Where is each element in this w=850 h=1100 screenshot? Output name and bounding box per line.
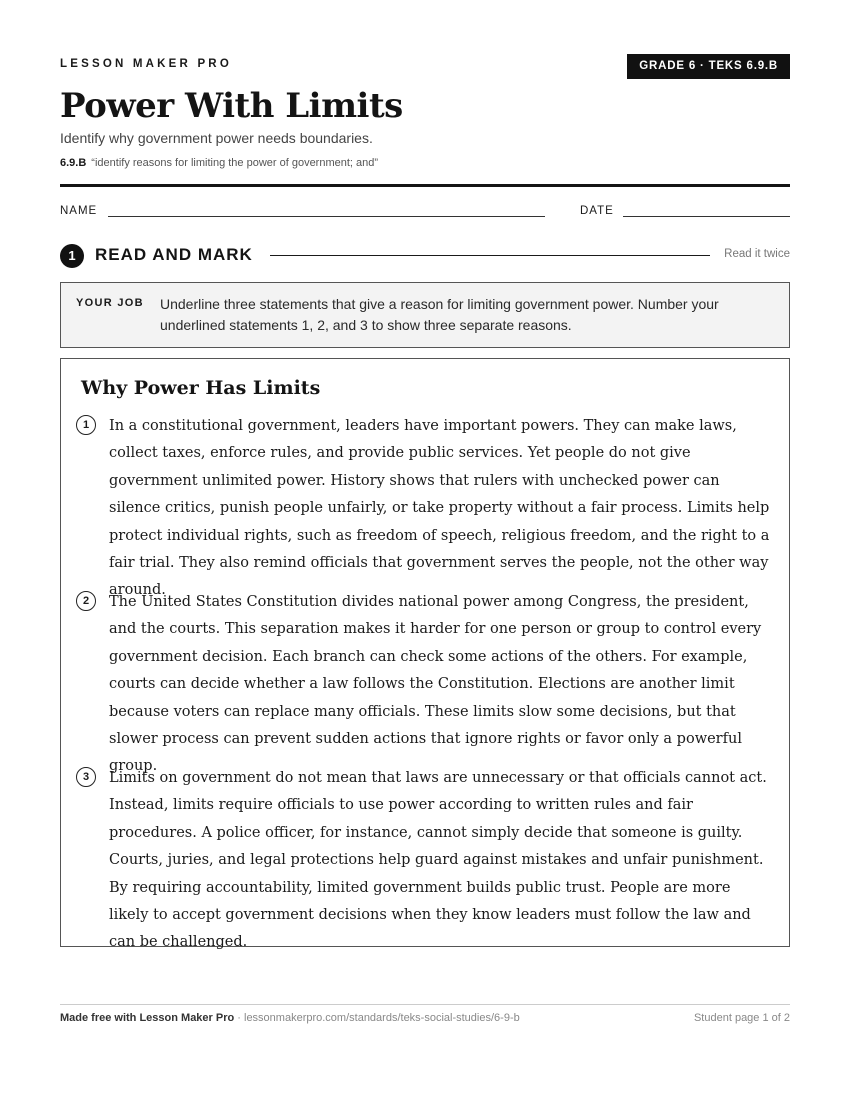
footer-credit <box>60 1012 520 1024</box>
reading-box <box>60 358 790 951</box>
paragraph-1[interactable]: In a constitutional government, leaders have important powers. They can make laws, collect taxes, enforce rules, and provide public services. Yet people do not give government unlimited power. History shows that rulers with unchecked power can silence critics, punish people unfairly, or take property without a fair process. Limits help protect individual rights, such as freedom of speech, religious freedom, and the right to a fair trial. They also remind officials that government serves the people, not the other way around. <box>109 418 770 599</box>
section-note: Read it twice <box>724 248 790 260</box>
paragraph-number-3: 3 <box>76 767 96 787</box>
standard-line <box>60 157 378 169</box>
standard-text: “identify reasons for limiting the power of government; and” <box>91 157 379 169</box>
footer-url[interactable]: · lessonmakerpro.com/standards/teks-social-studies/6-9-b <box>234 1012 520 1024</box>
header-divider <box>60 184 790 187</box>
footer-page-number: Student page 1 of 2 <box>693 1012 790 1024</box>
section-title: READ AND MARK <box>95 245 253 264</box>
paragraph-number-2: 2 <box>76 591 96 611</box>
footer-made-with: Made free with Lesson Maker Pro <box>60 1012 235 1024</box>
reading-title: Why Power Has Limits <box>81 377 321 399</box>
job-text: Underline three statements that give a reason for limiting government power. Number your underlined statements 1, 2, and 3 to show three separate reasons. <box>160 296 719 333</box>
page-title: Power With Limits <box>60 86 403 126</box>
section-number: 1 <box>60 244 84 268</box>
date-label: DATE <box>580 205 614 217</box>
job-box <box>60 282 790 348</box>
date-line[interactable] <box>623 216 790 217</box>
footer-divider <box>60 1004 790 1005</box>
standard-code: 6.9.B <box>60 157 87 169</box>
name-label: NAME <box>60 205 98 217</box>
grade-badge: GRADE 6 · TEKS 6.9.B <box>627 54 790 79</box>
paragraph-number-1: 1 <box>76 415 96 435</box>
job-label: YOUR JOB <box>76 297 144 309</box>
page-subtitle: Identify why government power needs boundaries. <box>60 130 373 146</box>
brand-label: LESSON MAKER PRO <box>60 58 232 70</box>
paragraph-3[interactable]: Limits on government do not mean that laws are unnecessary or that officials cannot act. Instead, limits require officials to use power according to written rules and fair procedures. A police officer, for instance, cannot simply decide that someone is guilty. Courts, juries, and legal protections help guard against mistakes and unfair punishment. By requiring accountability, limited government builds public trust. People are more likely to accept government decisions when they know leaders must follow the law and can be challenged. <box>109 770 767 951</box>
paragraph-2[interactable]: The United States Constitution divides national power among Congress, the president, and the courts. This separation makes it harder for one person or group to control every government decision. Each branch can check some actions of the others. For example, courts can decide whether a law follows the Constitution. Elections are another limit because voters can replace many officials. These limits slow some decisions, but that slower process can prevent sudden actions that ignore rights or favor only a powerful group. <box>109 594 762 775</box>
section-divider <box>270 255 710 256</box>
name-line[interactable] <box>108 216 545 217</box>
